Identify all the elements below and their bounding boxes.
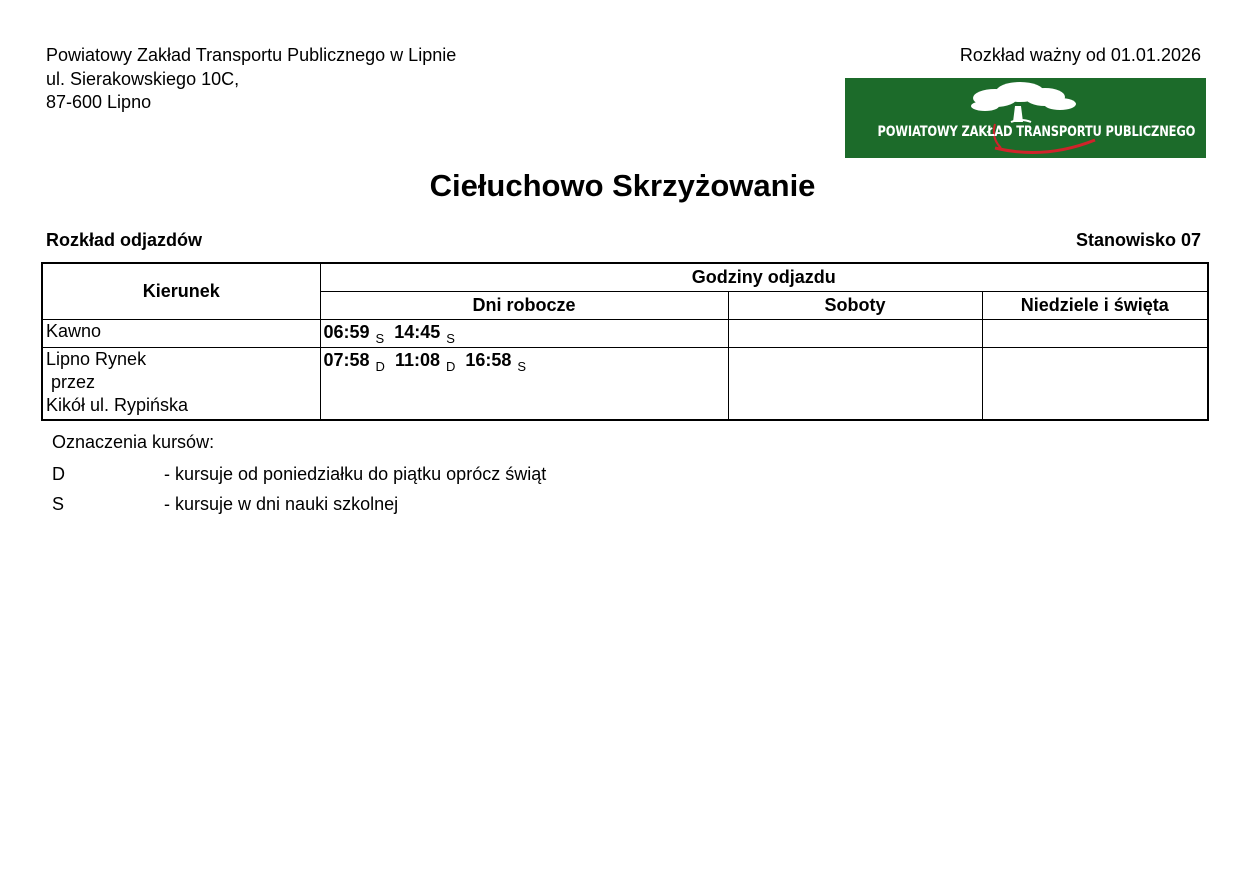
company-city: 87-600 Lipno (46, 92, 152, 112)
tree-icon (845, 78, 1206, 158)
departure-time: 06:59 (323, 321, 370, 342)
valid-from: Rozkład ważny od 01.01.2026 (959, 45, 1201, 65)
course-mark: S (375, 330, 385, 346)
direction-via: przez (46, 371, 96, 392)
direction-via-stop: Kikół ul. Rypińska (46, 394, 189, 415)
sunday-times (982, 347, 1208, 420)
direction-name: Lipno Rynek (46, 348, 147, 369)
logo-text: POWIATOWY ZAKŁAD TRANSPORTU PUBLICZNEGO (877, 124, 1196, 140)
legend-title: Oznaczenia kursów: (52, 432, 215, 452)
legend-desc: - kursuje w dni nauki szkolnej (164, 494, 399, 514)
legend-code: S (52, 494, 65, 514)
company-name: Powiatowy Zakład Transportu Publicznego w Lipnie (46, 45, 457, 65)
table-row (42, 347, 1208, 420)
company-address (46, 44, 456, 115)
legend-code: D (52, 464, 65, 484)
header-sundays: Niedziele i święta (982, 291, 1208, 319)
header-weekdays: Dni robocze (320, 291, 728, 319)
header-saturdays: Soboty (728, 291, 982, 319)
direction-name: Kawno (46, 320, 102, 341)
header-direction: Kierunek (42, 263, 320, 319)
weekday-times (320, 347, 728, 420)
course-mark: D (375, 358, 385, 374)
direction-cell (42, 347, 320, 420)
legend-desc: - kursuje od poniedziałku do piątku oprócz świąt (164, 464, 547, 484)
sunday-times (982, 319, 1208, 347)
departure-time: 14:45 (394, 321, 441, 342)
stop-name: Ciełuchowo Skrzyżowanie (429, 168, 816, 203)
saturday-times (728, 347, 982, 420)
company-logo (845, 78, 1206, 158)
timetable (41, 262, 1209, 421)
saturday-times (728, 319, 982, 347)
course-mark: D (445, 358, 456, 374)
company-street: ul. Sierakowskiego 10C, (46, 68, 240, 89)
course-mark: S (446, 330, 455, 346)
course-mark: S (517, 358, 527, 374)
section-label: Rozkład odjazdów (46, 230, 203, 250)
departure-time: 16:58 (465, 349, 512, 370)
header-departures: Godziny odjazdu (320, 263, 1208, 291)
weekday-times (320, 319, 728, 347)
table-row (42, 319, 1208, 347)
departure-time: 11:08 (394, 349, 440, 370)
departure-time: 07:58 (323, 349, 370, 370)
platform-label: Stanowisko 07 (1075, 230, 1201, 250)
direction-cell (42, 319, 320, 347)
